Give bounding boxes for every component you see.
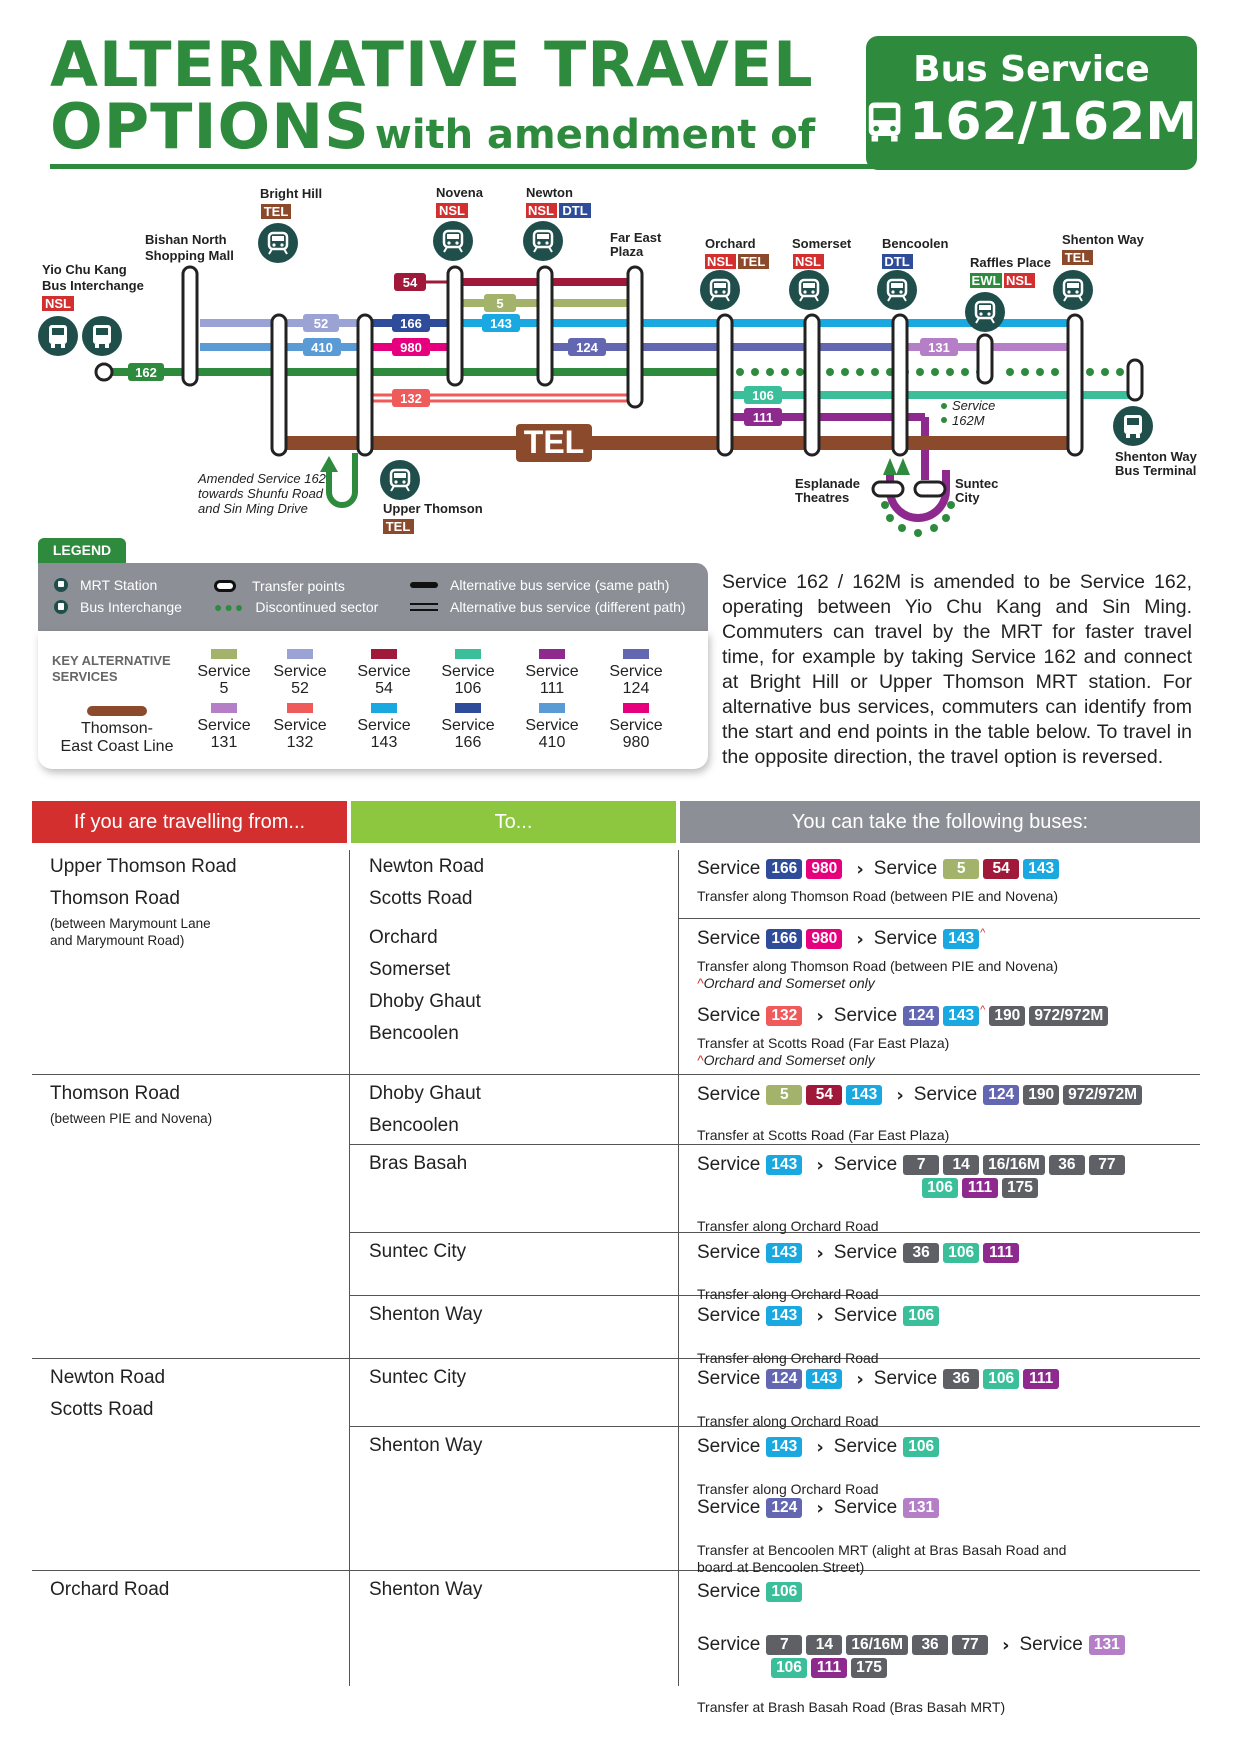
mrt-icon	[700, 270, 740, 310]
key-service-111: Service 111	[517, 649, 587, 697]
bus-row: Service 143 › Service 106	[697, 1434, 943, 1460]
key-service-131: Service 131	[189, 703, 259, 751]
svg-text:TEL: TEL	[523, 424, 585, 460]
svg-text:DTL: DTL	[884, 254, 910, 269]
key-service-52: Service 52	[265, 649, 335, 697]
svg-text:NSL: NSL	[1006, 273, 1032, 288]
transfer-note: Transfer along Orchard Road	[697, 1350, 879, 1366]
to-scotts-road: Scotts Road	[369, 888, 473, 909]
key-service-5: Service 5	[189, 649, 259, 697]
bus-interchange-icon	[38, 316, 78, 356]
svg-text:980: 980	[400, 340, 422, 355]
svg-text:Amended Service 162: Amended Service 162	[198, 471, 326, 486]
transfer-note: Transfer at Scotts Road (Far East Plaza)	[697, 1127, 950, 1143]
key-service-132: Service 132	[265, 703, 335, 751]
col-header-from: If you are travelling from...	[32, 801, 347, 843]
bus-icon	[866, 99, 903, 145]
svg-text:410: 410	[311, 340, 333, 355]
bus-icon	[54, 600, 68, 614]
svg-text:Esplanade: Esplanade	[795, 476, 861, 491]
title-options: OPTIONS	[50, 90, 370, 163]
chevron-right-icon: ›	[896, 1084, 904, 1106]
svg-text:and Sin Ming Drive: and Sin Ming Drive	[198, 501, 308, 516]
bus-row: Service 143 › Service 7 14 16/16M 36 77	[697, 1152, 1129, 1178]
transfer-note: Transfer at Brash Basah Road (Bras Basah MRT)	[697, 1699, 1006, 1715]
from-scotts-road: Scotts Road	[50, 1399, 154, 1420]
svg-text:131: 131	[928, 340, 950, 355]
bus-interchange-icon	[82, 316, 122, 356]
bus-row: 106 111 175	[922, 1178, 1042, 1198]
legend-tab: LEGEND	[38, 538, 126, 563]
svg-text:Bencoolen: Bencoolen	[882, 236, 949, 251]
to-shenton-way: Shenton Way	[369, 1435, 483, 1456]
service-badge	[866, 36, 1197, 170]
chevron-right-icon: ›	[816, 1154, 824, 1176]
transfer-note: Transfer along Orchard Road	[697, 1218, 879, 1234]
divider	[32, 1074, 1200, 1075]
svg-text:Upper Thomson: Upper Thomson	[383, 501, 483, 516]
svg-text:Novena: Novena	[436, 185, 483, 200]
bus-row: Service 166 980 › Service 143 ^	[697, 927, 986, 950]
chevron-right-icon: ›	[816, 1242, 824, 1264]
transfer-note: Transfer at Scotts Road (Far East Plaza) ^Orchard and Somerset only	[697, 1035, 950, 1068]
transfer-note: Transfer along Orchard Road	[697, 1481, 879, 1497]
divider	[678, 918, 1200, 919]
bus-row: Service 124 › Service 131	[697, 1495, 943, 1521]
svg-text:DTL: DTL	[562, 203, 588, 218]
svg-text:Shopping Mall: Shopping Mall	[145, 248, 234, 263]
bus-row: Service 124 143 › Service 36 106 111	[697, 1366, 1063, 1392]
svg-text:Shenton Way: Shenton Way	[1062, 232, 1144, 247]
line-icon	[410, 582, 438, 588]
mrt-icon	[54, 578, 68, 592]
title-amendment: with amendment of	[374, 112, 816, 158]
svg-text:Bright Hill: Bright Hill	[260, 186, 323, 201]
svg-text:162: 162	[135, 365, 157, 380]
svg-text:City: City	[955, 490, 980, 505]
svg-text:Suntec: Suntec	[955, 476, 999, 491]
svg-text:NSL: NSL	[45, 296, 71, 311]
from-thomson-road-pie: Thomson Road (between PIE and Novena)	[50, 1083, 213, 1126]
service-badge-number: 162/162M	[909, 92, 1197, 152]
svg-text:NSL: NSL	[528, 203, 554, 218]
transfer-note: Transfer at Bencoolen MRT (alight at Bras Basah Road and board at Bencoolen Street)	[697, 1542, 1067, 1575]
svg-text:Newton: Newton	[526, 185, 573, 200]
divider	[349, 850, 350, 1686]
key-service-166: Service 166	[433, 703, 503, 751]
svg-text:132: 132	[400, 391, 422, 406]
svg-text:106: 106	[752, 388, 774, 403]
transfer-note: Transfer along Orchard Road	[697, 1286, 879, 1302]
chevron-right-icon: ›	[816, 1005, 824, 1027]
to-bras-basah: Bras Basah	[369, 1153, 468, 1174]
to-bencoolen: Bencoolen	[369, 1115, 459, 1136]
mrt-icon	[1053, 270, 1093, 310]
dots-icon: ●●●	[214, 599, 246, 615]
title-line-1: ALTERNATIVE TRAVEL	[50, 28, 814, 101]
legend-bus: Bus Interchange	[80, 599, 182, 615]
mrt-icon	[789, 270, 829, 310]
route-map	[0, 170, 1241, 550]
key-service-106: Service 106	[433, 649, 503, 697]
svg-text:143: 143	[490, 316, 512, 331]
chevron-right-icon: ›	[816, 1497, 824, 1519]
to-suntec-city: Suntec City	[369, 1367, 467, 1388]
bus-row: Service 143 › Service 106	[697, 1303, 943, 1329]
legend-transfer: Transfer points	[252, 578, 345, 594]
transfer-note: Transfer along Thomson Road (between PIE and Novena)	[697, 888, 1059, 904]
svg-text:TEL: TEL	[385, 519, 411, 534]
bus-row: 106 111 175	[771, 1658, 891, 1678]
chevron-right-icon: ›	[856, 928, 864, 950]
svg-text:NSL: NSL	[795, 254, 821, 269]
description: Service 162 / 162M is amended to be Service 162, operating between Yio Chu Kang and Sin Ming. Commuters can travel by the MRT for faster travel time, for example by taking Service 162 and connect at Bright Hill or Upper Thomson MRT station. For alternative bus services, commuters can identify from the start and end points in the table below. To travel in the opposite direction, the travel option is reversed.	[722, 571, 1192, 768]
double-line-icon	[410, 603, 438, 611]
svg-text:Bus Terminal: Bus Terminal	[1115, 463, 1197, 478]
bus-row: Service 5 54 143 › Service 124 190 972/972M	[697, 1082, 1146, 1108]
key-service-980: Service 980	[601, 703, 671, 751]
svg-text:52: 52	[313, 316, 329, 331]
col-header-buses: You can take the following buses:	[680, 801, 1200, 843]
service-badge-label: Bus Service	[913, 49, 1150, 90]
svg-text:Service: Service	[952, 398, 996, 413]
key-service-124: Service 124	[601, 649, 671, 697]
svg-text:111: 111	[752, 410, 774, 425]
svg-text:Somerset: Somerset	[792, 236, 852, 251]
mrt-icon	[523, 221, 563, 261]
to-orchard: Orchard	[369, 927, 438, 948]
svg-text:towards Shunfu Road: towards Shunfu Road	[198, 486, 324, 501]
chevron-right-icon: ›	[816, 1436, 824, 1458]
transfer-note: Transfer along Thomson Road (between PIE and Novena) ^Orchard and Somerset only	[697, 958, 1059, 991]
from-orchard-road: Orchard Road	[50, 1579, 170, 1600]
from-thomson-road: Thomson Road (between Marymount Lane and Marymount Road)	[50, 888, 211, 948]
divider	[678, 850, 679, 1686]
to-suntec-city: Suntec City	[369, 1241, 467, 1262]
from-upper-thomson: Upper Thomson Road	[50, 856, 237, 877]
to-shenton-way: Shenton Way	[369, 1304, 483, 1325]
chevron-right-icon: ›	[856, 858, 864, 880]
legend-discontinued: Discontinued sector	[255, 599, 379, 615]
mrt-icon	[258, 223, 298, 263]
svg-text:Orchard: Orchard	[705, 236, 756, 251]
legend-key	[38, 631, 708, 769]
key-title: KEY ALTERNATIVE SERVICES	[52, 653, 171, 684]
transfer-icon	[214, 580, 236, 592]
bus-row: Service 106	[697, 1579, 806, 1605]
chevron-right-icon: ›	[856, 1368, 864, 1390]
svg-text:Bus Interchange: Bus Interchange	[42, 278, 144, 293]
mrt-icon	[877, 270, 917, 310]
key-service-143: Service 143	[349, 703, 419, 751]
key-service-410: Service 410	[517, 703, 587, 751]
key-tel: Thomson- East Coast Line	[52, 706, 182, 756]
svg-text:Plaza: Plaza	[610, 244, 644, 259]
bus-row: Service 132 › Service 124 143 ^ 190 972/972M	[697, 1003, 1112, 1029]
svg-text:Yio Chu Kang: Yio Chu Kang	[42, 262, 127, 277]
legend-mrt: MRT Station	[80, 577, 158, 593]
divider	[349, 1144, 1200, 1145]
svg-text:Far East: Far East	[610, 230, 662, 245]
from-newton-road: Newton Road	[50, 1367, 166, 1388]
chevron-right-icon: ›	[816, 1305, 824, 1327]
mrt-icon	[380, 460, 420, 500]
to-shenton-way: Shenton Way	[369, 1579, 483, 1600]
svg-text:TEL: TEL	[1064, 250, 1090, 265]
mrt-icon	[433, 221, 473, 261]
svg-text:NSL: NSL	[439, 203, 465, 218]
legend-symbols	[38, 563, 708, 631]
to-somerset: Somerset	[369, 959, 451, 980]
svg-text:124: 124	[576, 340, 598, 355]
legend-same: Alternative bus service (same path)	[450, 577, 670, 593]
svg-text:5: 5	[496, 296, 504, 311]
svg-text:TEL: TEL	[263, 204, 289, 219]
to-bencoolen: Bencoolen	[369, 1023, 459, 1044]
svg-text:Raffles Place: Raffles Place	[970, 255, 1051, 270]
mrt-icon	[965, 292, 1005, 332]
chevron-right-icon: ›	[1002, 1634, 1010, 1656]
legend-diff: Alternative bus service (different path)	[450, 599, 686, 615]
divider	[32, 1358, 1200, 1359]
bus-row: Service 166 980 › Service 5 54 143	[697, 856, 1063, 882]
svg-text:Bishan North: Bishan North	[145, 232, 227, 247]
bus-row: Service 7 14 16/16M 36 77 › Service 131	[697, 1632, 1129, 1658]
bus-interchange-icon	[1113, 406, 1153, 446]
bus-row: Service 143 › Service 36 106 111	[697, 1240, 1023, 1266]
to-dhoby-ghaut: Dhoby Ghaut	[369, 991, 481, 1012]
svg-text:NSL: NSL	[707, 254, 733, 269]
svg-text:162M: 162M	[952, 413, 985, 428]
svg-text:54: 54	[402, 275, 418, 290]
svg-text:TEL: TEL	[740, 254, 766, 269]
key-service-54: Service 54	[349, 649, 419, 697]
svg-text:Theatres: Theatres	[795, 490, 850, 505]
svg-text:166: 166	[400, 316, 422, 331]
to-newton-road: Newton Road	[369, 856, 485, 877]
col-header-to: To...	[351, 801, 676, 843]
svg-text:Shenton Way: Shenton Way	[1115, 449, 1197, 464]
to-dhoby-ghaut: Dhoby Ghaut	[369, 1083, 481, 1104]
transfer-note: Transfer along Orchard Road	[697, 1413, 879, 1429]
svg-text:EWL: EWL	[971, 273, 1001, 288]
title-line-2	[50, 90, 816, 163]
